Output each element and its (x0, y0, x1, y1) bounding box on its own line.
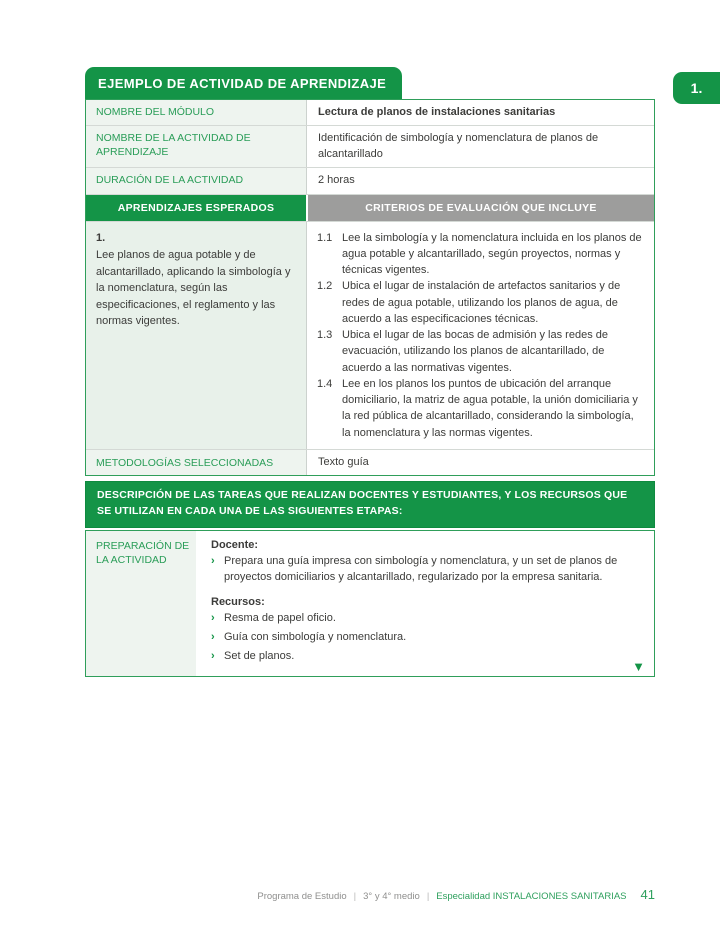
bullet-icon: › (211, 554, 215, 567)
list-item-text: Guía con simbología y nomenclatura. (224, 630, 407, 643)
corner-tab-label: 1. (690, 80, 703, 96)
row-label: METODOLOGÍAS SELECCIONADAS (86, 450, 306, 475)
table-row-modulo (86, 100, 654, 126)
footer-separator: | (426, 891, 430, 902)
page-footer (257, 887, 655, 902)
criteria-item (317, 376, 644, 441)
bullet-icon: › (211, 649, 215, 662)
row-label: NOMBRE DE LA ACTIVIDAD DE APRENDIZAJE (86, 126, 306, 167)
footer-program: Programa de Estudio (257, 891, 347, 902)
page-title: EJEMPLO DE ACTIVIDAD DE APRENDIZAJE (85, 67, 402, 99)
document-page (85, 67, 655, 677)
criteria-text: Lee en los planos los puntos de ubicación del arranque domiciliario, la matriz de agua potable, la unión domiciliaria y la red pública de alcantarillado, considerando la simbología, la nomenclatura y las normas vigentes. (342, 377, 638, 439)
list-item-text: Prepara una guía impresa con simbología y nomenclatura, y un set de planos de proyectos domiciliarios y alcantarillado, regularizado por la empresa sanitaria. (224, 554, 618, 583)
table-row-duracion (86, 168, 654, 194)
header-criterios: CRITERIOS DE EVALUACIÓN QUE INCLUYE (306, 195, 654, 221)
learning-criteria-row (86, 222, 654, 450)
criteria-number: 1.3 (317, 329, 333, 342)
row-value: Lectura de planos de instalaciones sanitarias (306, 100, 654, 125)
bullet-icon: › (211, 630, 215, 643)
criteria-number: 1.2 (317, 280, 333, 293)
row-value: Texto guía (306, 450, 654, 475)
expected-learning-cell (86, 222, 306, 449)
continuation-arrow-icon: ▼ (632, 658, 645, 674)
list-item (211, 630, 640, 646)
criteria-item (317, 230, 644, 279)
list-item (211, 649, 640, 665)
preparation-section (85, 530, 655, 677)
description-band: DESCRIPCIÓN DE LAS TAREAS QUE REALIZAN DOCENTES Y ESTUDIANTES, Y LOS RECURSOS QUE SE UTILIZAN EN CADA UNA DE LAS SIGUIENTES ETAPAS: (85, 481, 655, 528)
criteria-cell (306, 222, 654, 449)
learning-text: Lee planos de agua potable y de alcantarillado, aplicando la simbología y la nomenclatura, según las especificaciones, el reglamento y las normas vigentes. (96, 249, 291, 328)
row-label: DURACIÓN DE LA ACTIVIDAD (86, 168, 306, 193)
recursos-heading: Recursos: (211, 595, 265, 608)
preparation-content (196, 531, 654, 676)
header-aprendizajes: APRENDIZAJES ESPERADOS (86, 195, 306, 221)
criteria-item (317, 278, 644, 327)
list-item-text: Set de planos. (224, 649, 295, 662)
list-item (211, 554, 640, 586)
table-row-metodologias (86, 450, 654, 475)
criteria-number: 1.1 (317, 231, 333, 244)
page-corner-tab (673, 72, 720, 104)
row-value: 2 horas (306, 168, 654, 193)
footer-specialty: Especialidad INSTALACIONES SANITARIAS (436, 891, 627, 902)
list-item (211, 611, 640, 627)
table-row-actividad (86, 126, 654, 168)
criteria-text: Ubica el lugar de las bocas de admisión y las redes de evacuación, utilizando los planos de alcantarillado, de acuerdo a las normativas vigentes. (342, 329, 608, 374)
list-item-text: Resma de papel oficio. (224, 611, 336, 624)
row-label: NOMBRE DEL MÓDULO (86, 100, 306, 125)
docente-heading: Docente: (211, 538, 259, 551)
activity-table (85, 99, 655, 476)
bullet-icon: › (211, 611, 215, 624)
criteria-text: Ubica el lugar de instalación de artefactos sanitarios y de redes de agua potable, utilizando los planos de agua, de acuerdo a las especificaciones técnicas. (342, 280, 621, 325)
criteria-item (317, 327, 644, 376)
preparation-label: PREPARACIÓN DE LA ACTIVIDAD (86, 531, 196, 676)
criteria-number: 1.4 (317, 377, 333, 390)
row-value: Identificación de simbología y nomenclatura de planos de alcantarillado (306, 126, 654, 167)
learning-number: 1. (96, 231, 106, 244)
footer-separator: | (353, 891, 357, 902)
criteria-text: Lee la simbología y la nomenclatura incluida en los planos de agua potable y alcantarillado, según proyectos, normas y técnicas vigentes. (342, 231, 642, 277)
table-header-row (86, 195, 654, 222)
footer-level: 3° y 4° medio (363, 891, 420, 902)
page-number: 41 (640, 887, 655, 902)
